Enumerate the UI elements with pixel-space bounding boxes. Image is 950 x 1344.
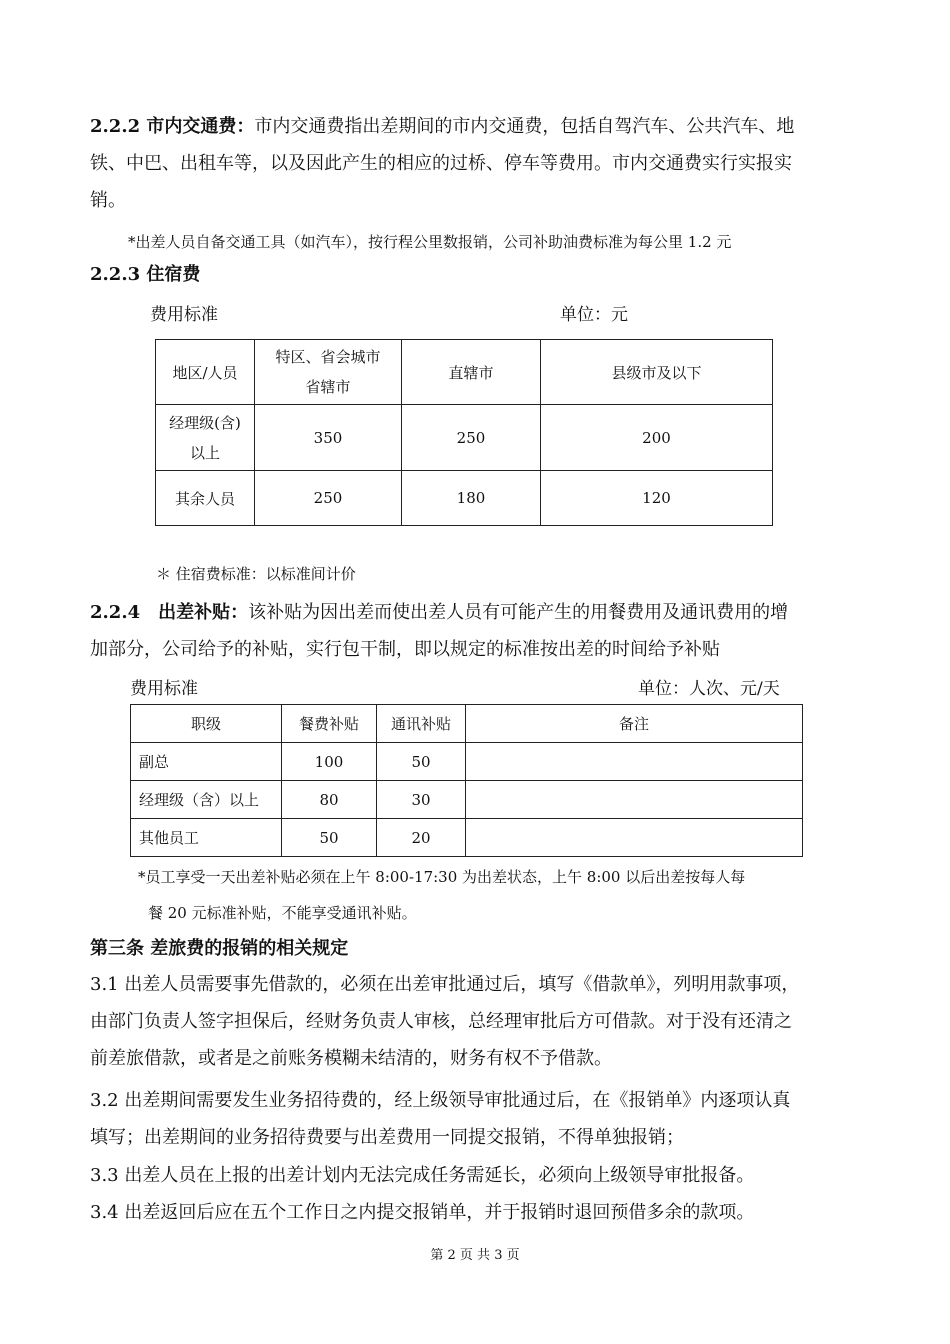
table-cell: 250 bbox=[402, 405, 541, 471]
article3-p2-line1: 3.2 出差期间需要发生业务招待费的，经上级领导审批通过后，在《报销单》内逐项认真 bbox=[90, 1090, 791, 1111]
table-cell: 250 bbox=[255, 471, 402, 526]
table-row bbox=[156, 405, 773, 471]
table-cell: 经理级(含) 以上 bbox=[156, 405, 255, 471]
sec222-note: *出差人员自备交通工具（如汽车），按行程公里数报销，公司补助油费标准为每公里 1.2 元 bbox=[128, 233, 732, 251]
table-cell: 80 bbox=[282, 781, 377, 819]
sec222-line3: 销。 bbox=[90, 190, 126, 211]
page-footer: 第 2 页 共 3 页 bbox=[430, 1248, 520, 1263]
sec223-unit-label: 单位：元 bbox=[560, 305, 628, 325]
table-cell: 50 bbox=[282, 819, 377, 857]
table-cell: 350 bbox=[255, 405, 402, 471]
allowance-header-cell: 餐费补贴 bbox=[282, 705, 377, 743]
article3-p2 bbox=[90, 1082, 850, 1156]
sec224-std-label: 费用标准 bbox=[130, 679, 198, 699]
allowance-header-cell: 备注 bbox=[466, 705, 803, 743]
sec223-note: ＊ 住宿费标准：以标准间计价 bbox=[156, 565, 356, 583]
allowance-header-cell: 通讯补贴 bbox=[377, 705, 466, 743]
table-row bbox=[131, 743, 803, 781]
table-cell: 20 bbox=[377, 819, 466, 857]
table-cell: 100 bbox=[282, 743, 377, 781]
lodging-table bbox=[155, 339, 773, 526]
table-cell bbox=[466, 743, 803, 781]
allowance-header-cell: 职级 bbox=[131, 705, 282, 743]
table-cell: 副总 bbox=[131, 743, 282, 781]
article3-p1-line3: 前差旅借款，或者是之前账务模糊未结清的，财务有权不予借款。 bbox=[90, 1048, 612, 1069]
sec223-heading: 2.2.3 住宿费 bbox=[90, 264, 201, 285]
table-cell: 其余人员 bbox=[156, 471, 255, 526]
sec224-paragraph bbox=[90, 594, 850, 668]
table-cell: 200 bbox=[541, 405, 773, 471]
article3-p2-line2: 填写；出差期间的业务招待费要与出差费用一同提交报销，不得单独报销； bbox=[90, 1127, 684, 1148]
sec223-std-label: 费用标准 bbox=[150, 305, 218, 325]
sec222-heading: 2.2.2 市内交通费： bbox=[90, 116, 255, 137]
table-cell bbox=[466, 819, 803, 857]
article3-p1-line2: 由部门负责人签字担保后，经财务负责人审核，总经理审批后方可借款。对于没有还清之 bbox=[90, 1011, 792, 1032]
sec224-unit-label: 单位：人次、元/天 bbox=[638, 679, 780, 699]
lodging-header-cell: 地区/人员 bbox=[156, 340, 255, 405]
table-row bbox=[131, 819, 803, 857]
table-cell: 120 bbox=[541, 471, 773, 526]
article3-p1 bbox=[90, 966, 850, 1077]
table-row bbox=[156, 471, 773, 526]
table-cell bbox=[466, 781, 803, 819]
table-row bbox=[131, 781, 803, 819]
sec224-line2: 加部分，公司给予的补贴，实行包干制，即以规定的标准按出差的时间给予补贴 bbox=[90, 639, 720, 660]
allowance-table-header bbox=[131, 705, 803, 743]
sec224-note-line1: *员工享受一天出差补贴必须在上午 8:00-17:30 为出差状态，上午 8:00 以后出差按每人每 bbox=[138, 868, 746, 886]
lodging-header-cell: 特区、省会城市 省辖市 bbox=[255, 340, 402, 405]
allowance-table bbox=[130, 704, 803, 857]
sec224-line1: 该补贴为因出差而使出差人员有可能产生的用餐费用及通讯费用的增 bbox=[248, 602, 789, 623]
sec222-line2: 铁、中巴、出租车等，以及因此产生的相应的过桥、停车等费用。市内交通费实行实报实 bbox=[90, 153, 792, 174]
sec224-heading: 2.2.4 出差补贴： bbox=[90, 602, 249, 623]
article3-p1-line1: 3.1 出差人员需要事先借款的，必须在出差审批通过后，填写《借款单》，列明用款事项， bbox=[90, 974, 800, 995]
lodging-header-cell: 直辖市 bbox=[402, 340, 541, 405]
article3-heading: 第三条 差旅费的报销的相关规定 bbox=[90, 938, 349, 959]
lodging-header-cell: 县级市及以下 bbox=[541, 340, 773, 405]
table-cell: 50 bbox=[377, 743, 466, 781]
table-cell: 30 bbox=[377, 781, 466, 819]
article3-p4: 3.4 出差返回后应在五个工作日之内提交报销单，并于报销时退回预借多余的款项。 bbox=[90, 1202, 755, 1223]
table-cell: 其他员工 bbox=[131, 819, 282, 857]
sec222-line1: 市内交通费指出差期间的市内交通费，包括自驾汽车、公共汽车、地 bbox=[254, 116, 795, 137]
table-cell: 经理级（含）以上 bbox=[131, 781, 282, 819]
article3-p3: 3.3 出差人员在上报的出差计划内无法完成任务需延长，必须向上级领导审批报备。 bbox=[90, 1165, 755, 1186]
sec224-note-line2: 餐 20 元标准补贴，不能享受通讯补贴。 bbox=[148, 904, 417, 922]
sec222-paragraph bbox=[90, 108, 850, 219]
table-cell: 180 bbox=[402, 471, 541, 526]
lodging-table-header bbox=[156, 340, 773, 405]
